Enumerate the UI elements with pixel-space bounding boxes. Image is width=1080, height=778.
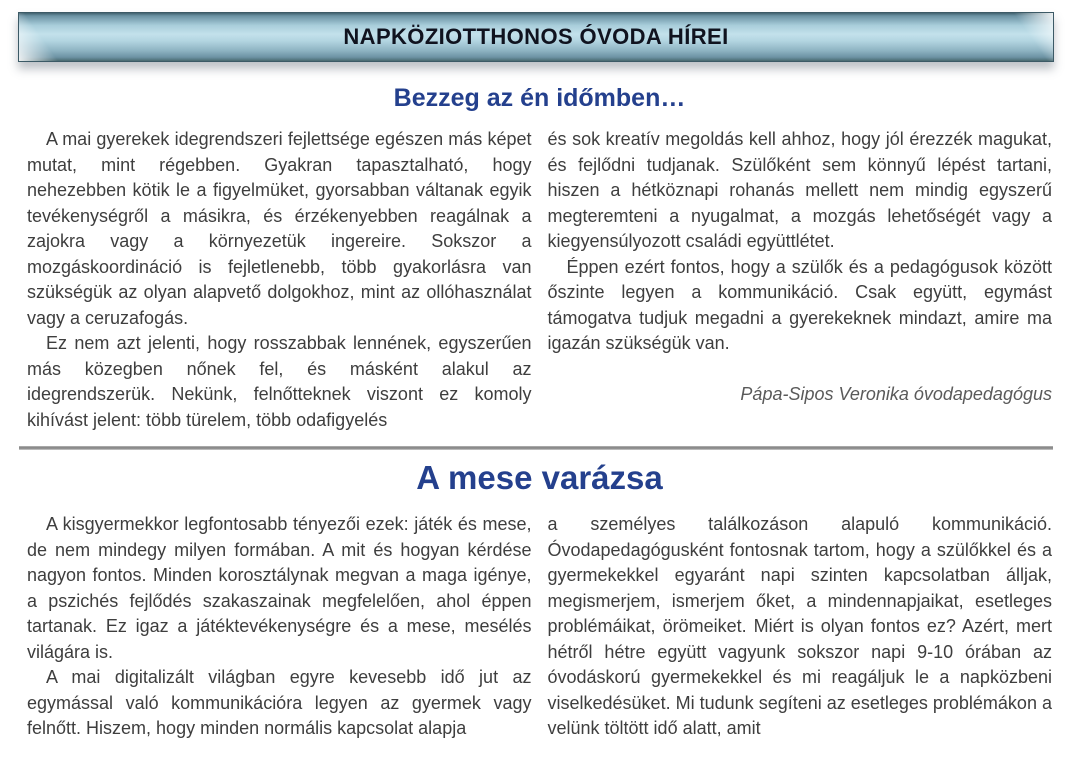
article1-column-left <box>27 127 532 433</box>
article1-body <box>27 127 1052 433</box>
article2-column-left <box>27 512 532 742</box>
section-banner <box>18 12 1054 62</box>
article1-author-signature: Pápa-Sipos Veronika óvodapedagógus <box>740 383 1052 404</box>
article1-column-right <box>548 127 1053 433</box>
article1-title: Bezzeg az én időmben… <box>393 84 686 112</box>
paragraph: Éppen ezért fontos, hogy a szülők és a pedagógusok között őszinte legyen a kommunikáció. Csak együtt, egymást támogatva tudjuk megadni a gyerekeknek mindazt, amire ma igazán szükségük van. <box>547 256 1052 353</box>
paragraph: Ez nem azt jelenti, hogy rosszabbak lennének, egyszerűen más közegben nőnek fel, és másként alakul az idegrendszerük. Nekünk, felnőtteknek viszont ez komoly kihívást jelent: több türelem, több odafigyelés <box>27 333 532 430</box>
section-divider <box>19 446 1053 450</box>
paragraph: A mai gyerekek idegrendszeri fejlettsége egészen más képet mutat, mint régebben. Gyakran tapasztalható, hogy nehezebben kötik le a figyelmüket, gyorsabban váltanak egyik tevékenységről a másikra, és érzékenyebben reagálnak a zajokra vagy a környezetük ingereire. Sokszor a mozgáskoordináció is fejletlenebb, több gyakorlásra van szükségük az olyan alapvető dolgokhoz, mint az ollóhasználat vagy a ceruzafogás. <box>27 129 532 328</box>
article2-column-right <box>548 512 1053 742</box>
article2-title: A mese varázsa <box>416 459 663 496</box>
paragraph: a személyes találkozáson alapuló kommunikáció. Óvodapedagógusként fontosnak tartom, hogy a szülőkkel és a gyermekekkel egyaránt napi szinten kapcsolatban álljak, megismerjem, ismerjem őket, a mindennapjaikat, esetleges problémáikat, örömeiket. Miért is olyan fontos ez? Azért, mert hétről hétre együtt vagyunk sokszor napi 9-10 órában az óvodáskorú gyermekekkel és mi reagáljuk le a napközbeni viselkedésüket. Mi tudunk segíteni az esetleges problémákon a velünk töltött idő alatt, amit <box>547 514 1052 738</box>
paragraph: A kisgyermekkor legfontosabb tényezői ezek: játék és mese, de nem mindegy milyen formában. A mit és hogyan kérdése nagyon fontos. Minden korosztálynak megvan a maga igénye, a pszichés fejlődés szakaszainak megfelelően, ahol éppen tartanak. Ez igaz a játéktevékenységre és a mese, mesélés világára is. <box>27 514 532 662</box>
paragraph: A mai digitalizált világban egyre kevesebb idő jut az egymással való kommunikációra legyen az gyermek vagy felnőtt. Hiszem, hogy minden normális kapcsolat alapja <box>27 667 532 738</box>
paragraph: és sok kreatív megoldás kell ahhoz, hogy jól érezzék magukat, és fejlődni tudjanak. Szülőként sem könnyű lépést tartani, hiszen a hétköznapi rohanás mellett nem mindig egyszerű megteremteni a nyugalmat, a mozgás lehetőségét vagy a kiegyensúlyozott családi együttlétet. <box>547 129 1052 251</box>
section-banner-title: NAPKÖZIOTTHONOS ÓVODA HÍREI <box>343 24 729 49</box>
article2-body <box>27 512 1052 742</box>
